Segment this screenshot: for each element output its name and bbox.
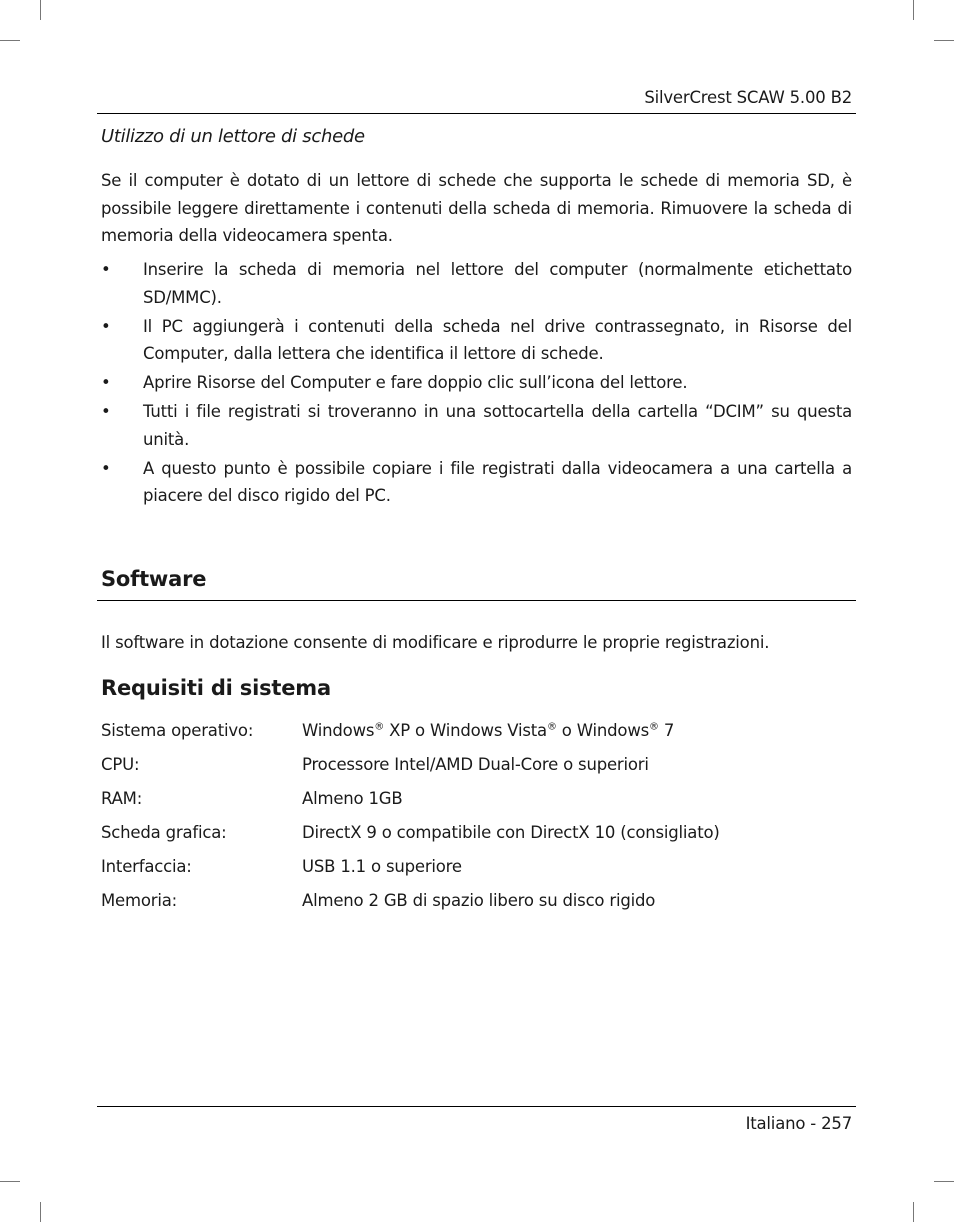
spec-row-ram — [101, 789, 861, 813]
crop-mark — [934, 1181, 954, 1182]
list-item-text: Il PC aggiungerà i contenuti della scheda nel drive contrassegnato, in Risorse del Computer, dalla lettera che identifica il lettore di schede. — [143, 316, 852, 363]
crop-mark — [40, 0, 41, 20]
crop-mark — [40, 1202, 41, 1222]
spec-value: DirectX 9 o compatibile con DirectX 10 (consigliato) — [302, 823, 720, 842]
spec-value: Windows® XP o Windows Vista® o Windows® 7 — [302, 721, 675, 740]
list-item-text: Aprire Risorse del Computer e fare doppio clic sull’icona del lettore. — [143, 373, 688, 392]
spec-label: Interfaccia: — [101, 857, 192, 876]
list-item-text: Inserire la scheda di memoria nel lettore del computer (normalmente etichettato SD/MMC). — [143, 260, 852, 307]
list-item-text: Tutti i file registrati si troveranno in una sottocartella della cartella “DCIM” su questa unità. — [143, 402, 852, 449]
bullet-icon: • — [101, 402, 111, 421]
footer-rule — [97, 1106, 856, 1107]
page-number: Italiano - 257 — [745, 1114, 852, 1133]
list-item — [101, 369, 852, 397]
bullet-icon: • — [101, 316, 111, 336]
spec-row-graphics — [101, 823, 861, 847]
list-item — [101, 256, 852, 311]
crop-mark — [913, 1202, 914, 1222]
spec-value: Almeno 2 GB di spazio libero su disco rigido — [302, 891, 656, 910]
list-item-text: A questo punto è possibile copiare i file registrati dalla videocamera a una cartella a piacere del disco rigido del PC. — [143, 458, 852, 505]
software-text: Il software in dotazione consente di modificare e riprodurre le proprie registrazioni. — [101, 633, 770, 652]
list-item — [101, 313, 852, 368]
spec-row-interface — [101, 857, 861, 881]
card-reader-heading: Utilizzo di un lettore di schede — [101, 126, 365, 147]
crop-mark — [934, 40, 954, 41]
spec-row-storage — [101, 891, 861, 915]
software-rule — [97, 600, 856, 601]
crop-mark — [0, 40, 20, 41]
crop-mark — [913, 0, 914, 20]
spec-label: Memoria: — [101, 891, 177, 910]
spec-row-cpu — [101, 755, 861, 779]
spec-label: RAM: — [101, 789, 143, 808]
list-item — [101, 398, 852, 453]
spec-value: Processore Intel/AMD Dual-Core o superiori — [302, 755, 649, 774]
card-reader-steps — [101, 256, 852, 511]
bullet-icon: • — [101, 458, 111, 478]
spec-row-os — [101, 721, 861, 745]
spec-label: Sistema operativo: — [101, 721, 254, 740]
bullet-icon: • — [101, 373, 111, 392]
requirements-heading: Requisiti di sistema — [101, 676, 331, 700]
card-reader-intro: Se il computer è dotato di un lettore di schede che supporta le schede di memoria SD, è possibile leggere direttamente i contenuti della scheda di memoria. Rimuovere la scheda di memoria della videocamera spenta. — [101, 171, 852, 245]
spec-value: USB 1.1 o superiore — [302, 857, 462, 876]
header-rule — [97, 113, 856, 114]
spec-label: Scheda grafica: — [101, 823, 227, 842]
running-header: SilverCrest SCAW 5.00 B2 — [644, 88, 852, 107]
software-heading: Software — [101, 567, 207, 591]
list-item — [101, 455, 852, 510]
crop-mark — [0, 1181, 20, 1182]
bullet-icon: • — [101, 260, 111, 279]
spec-label: CPU: — [101, 755, 140, 774]
spec-value: Almeno 1GB — [302, 789, 403, 808]
